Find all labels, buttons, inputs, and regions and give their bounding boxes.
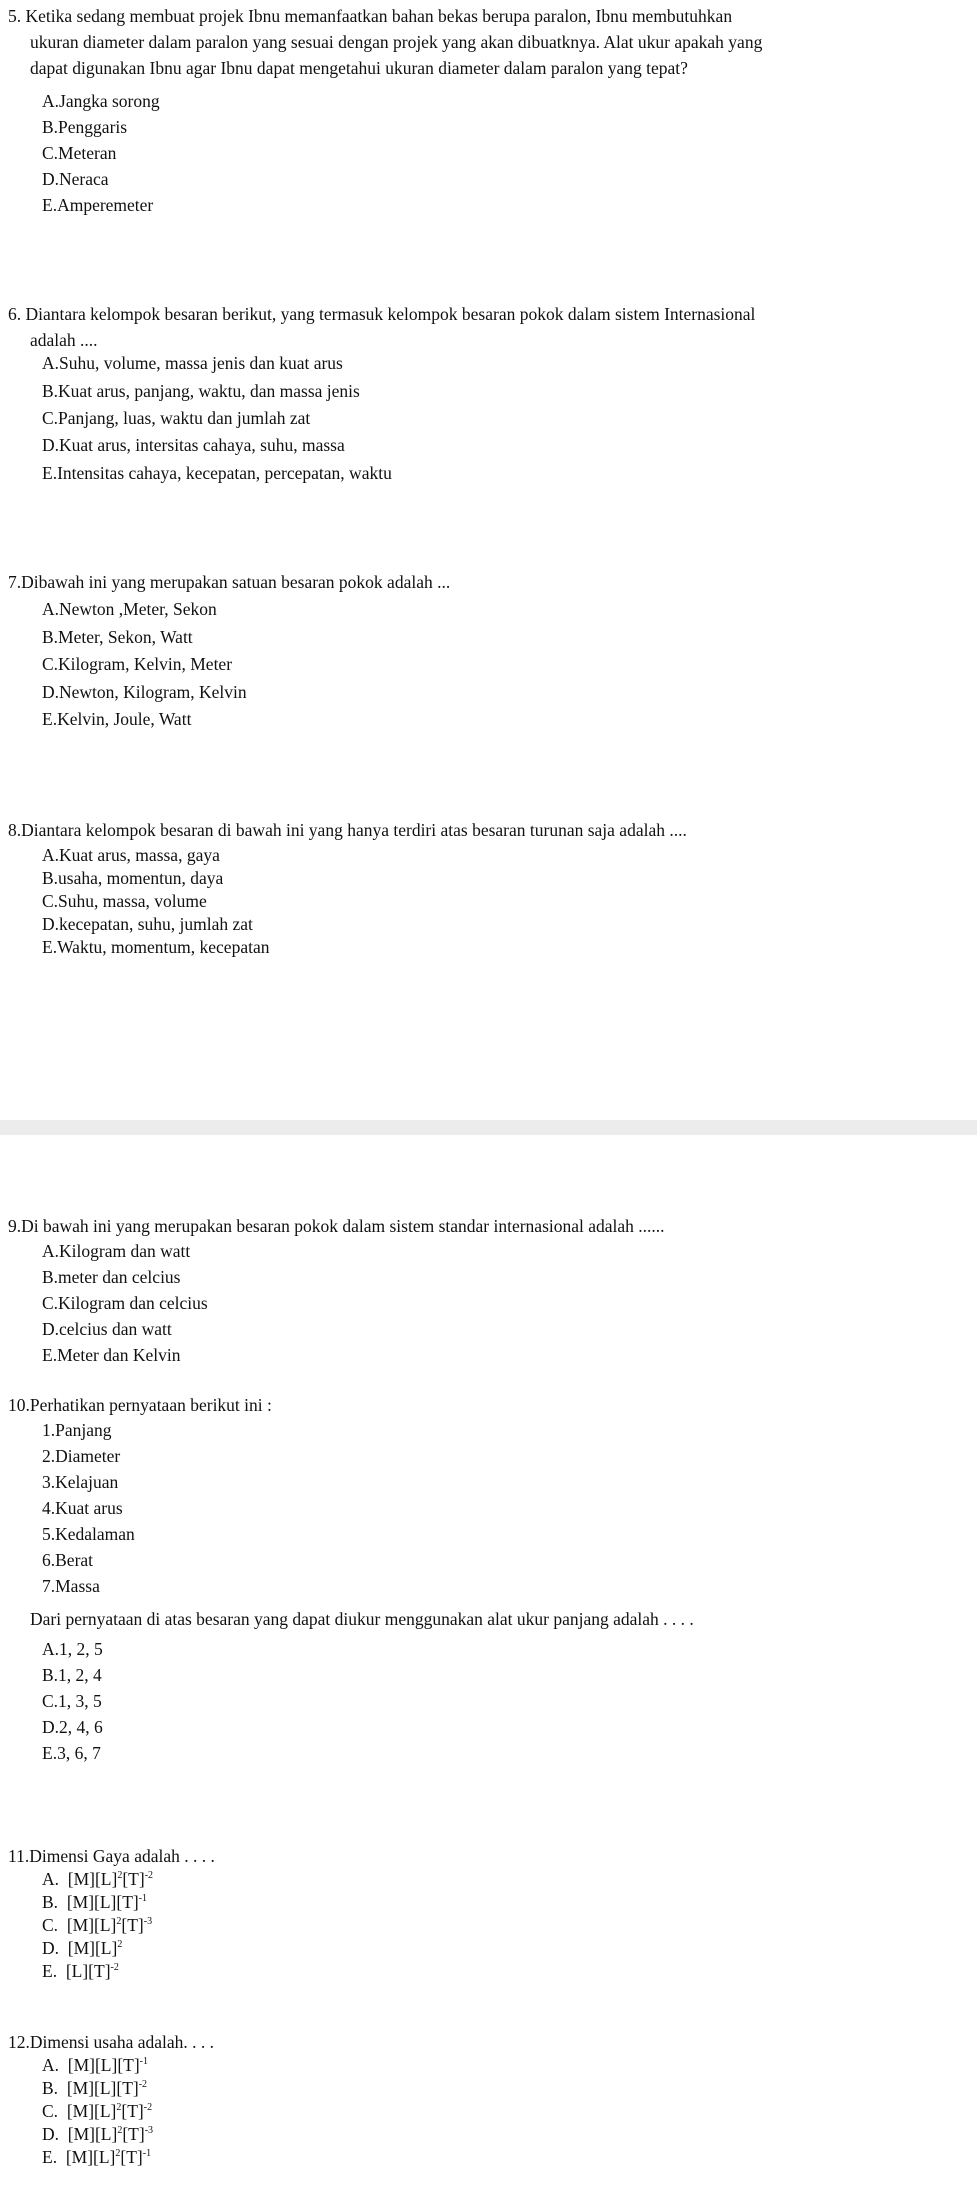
question-8-option: B.usaha, momentun, daya [42,868,224,888]
question-5-option: E.Amperemeter [42,195,154,215]
question-9-option: D.celcius dan watt [42,1319,172,1339]
question-10-statement: 7.Massa [42,1576,100,1596]
question-8-stem-line: 8.Diantara kelompok besaran di bawah ini yang hanya terdiri atas besaran turunan saja adalah .... [8,820,687,840]
question-10-option: D.2, 4, 6 [42,1717,103,1737]
question-10-option: C.1, 3, 5 [42,1691,102,1711]
question-7-option: D.Newton, Kilogram, Kelvin [42,682,247,702]
question-12-option: A. $[M][L][T]^{-1}$ [42,2055,149,2075]
question-7-option: B.Meter, Sekon, Watt [42,627,193,647]
question-11-option: E. $[L][T]^{-2}$ [42,1961,119,1981]
question-9-option: B.meter dan celcius [42,1267,181,1287]
question-6-option: A.Suhu, volume, massa jenis dan kuat arus [42,353,343,373]
question-12-option: E. $[M][L]^2[T]^{-1}$ [42,2147,152,2167]
question-8-option: C.Suhu, massa, volume [42,891,207,911]
question-12-stem-line: 12.Dimensi usaha adalah. . . . [8,2032,215,2052]
question-11-option: C. $[M][L]^2[T]^{-3}$ [42,1915,153,1935]
question-12-option: D. $[M][L]^2[T]^{-3}$ [42,2124,154,2144]
question-6-option: E.Intensitas cahaya, kecepatan, percepatan, waktu [42,463,392,483]
question-5-stem-line: ukuran diameter dalam paralon yang sesuai dengan projek yang akan dibuatknya. Alat ukur apakah yang [30,32,763,52]
question-7-option: A.Newton ,Meter, Sekon [42,599,217,619]
question-12-option: B. $[M][L][T]^{-2}$ [42,2078,148,2098]
question-6-option: B.Kuat arus, panjang, waktu, dan massa jenis [42,381,360,401]
question-10-statement: 1.Panjang [42,1420,112,1440]
question-10-statement: 6.Berat [42,1550,94,1570]
question-10-option: E.3, 6, 7 [42,1743,101,1763]
question-11-option: D. $[M][L]^2$ [42,1938,123,1958]
question-5-option: D.Neraca [42,169,109,189]
question-5-option: B.Penggaris [42,117,128,137]
question-8-option: E.Waktu, momentum, kecepatan [42,937,270,957]
question-7-option: E.Kelvin, Joule, Watt [42,709,192,729]
question-9-option: A.Kilogram dan watt [42,1241,191,1261]
question-12-option: C. $[M][L]^2[T]^{-2}$ [42,2101,153,2121]
question-5-option: A.Jangka sorong [42,91,160,111]
question-6-stem-line: adalah .... [30,330,98,350]
question-10-stem-line: 10.Perhatikan pernyataan berikut ini : [8,1395,272,1415]
question-6-option: C.Panjang, luas, waktu dan jumlah zat [42,408,311,428]
question-10-statement: 4.Kuat arus [42,1498,123,1518]
question-9-option: C.Kilogram dan celcius [42,1293,208,1313]
question-10-option: B.1, 2, 4 [42,1665,102,1685]
question-10-statement: 5.Kedalaman [42,1524,135,1544]
document-page-2 [0,1135,977,2185]
question-11-option: B. $[M][L][T]^{-1}$ [42,1892,148,1912]
question-11-option: A. $[M][L]^2[T]^{-2}$ [42,1869,154,1889]
question-8-option: D.kecepatan, suhu, jumlah zat [42,914,253,934]
question-10-statement: 3.Kelajuan [42,1472,119,1492]
question-8-option: A.Kuat arus, massa, gaya [42,845,220,865]
question-7-stem-line: 7.Dibawah ini yang merupakan satuan besaran pokok adalah ... [8,572,451,592]
question-5-option: C.Meteran [42,143,117,163]
page-separator [0,1120,977,1135]
question-5-stem-line: 5. Ketika sedang membuat projek Ibnu memanfaatkan bahan bekas berupa paralon, Ibnu membutuhkan [8,6,733,26]
question-10-option: A.1, 2, 5 [42,1639,103,1659]
question-11-stem-line: 11.Dimensi Gaya adalah . . . . [8,1846,215,1866]
question-10-statement: 2.Diameter [42,1446,121,1466]
question-5-stem-line: dapat digunakan Ibnu agar Ibnu dapat mengetahui ukuran diameter dalam paralon yang tepat? [30,58,688,78]
question-7-option: C.Kilogram, Kelvin, Meter [42,654,233,674]
question-9-stem-line: 9.Di bawah ini yang merupakan besaran pokok dalam sistem standar internasional adalah ...... [8,1216,665,1236]
question-6-option: D.Kuat arus, intersitas cahaya, suhu, massa [42,435,345,455]
question-9-option: E.Meter dan Kelvin [42,1345,181,1365]
question-6-stem-line: 6. Diantara kelompok besaran berikut, yang termasuk kelompok besaran pokok dalam sistem Internasional [8,304,756,324]
question-10-prompt: Dari pernyataan di atas besaran yang dapat diukur menggunakan alat ukur panjang adalah . . . . [30,1609,694,1629]
